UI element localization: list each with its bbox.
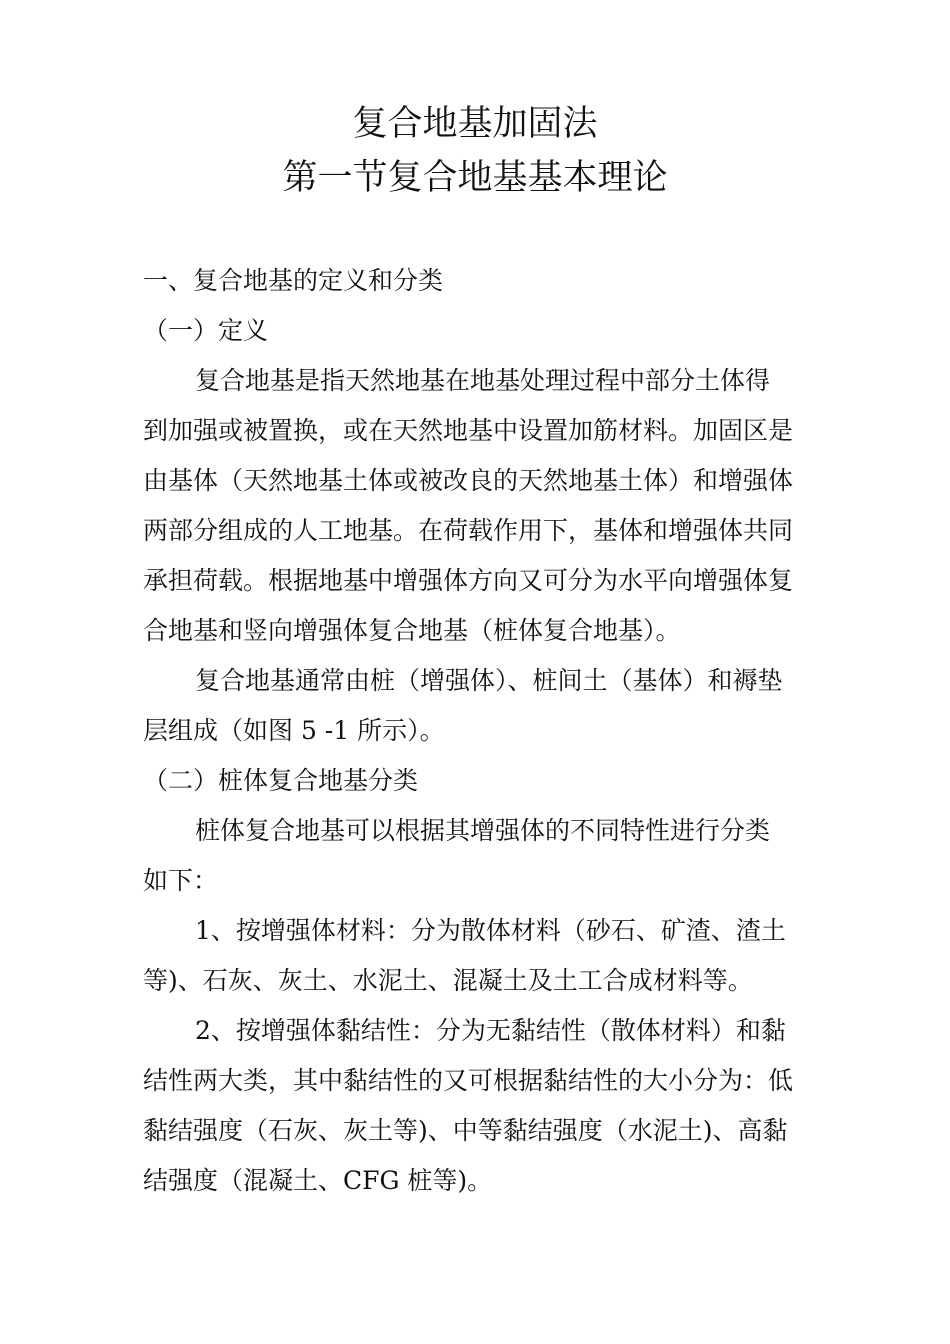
paragraph-line: 两部分组成的人工地基。在荷载作用下，基体和增强体共同 (143, 516, 794, 545)
paragraph-line: 如下： (143, 866, 219, 895)
paragraph-line: 1、按增强体材料：分为散体材料（砂石、矿渣、渣土 (195, 916, 786, 945)
paragraph-line: 等)、石灰、灰土、水泥土、混凝土及土工合成材料等。 (143, 966, 753, 995)
paragraph-line: 2、按增强体黏结性：分为无黏结性（散体材料）和黏 (195, 1016, 786, 1045)
paragraph-line: 合地基和竖向增强体复合地基（桩体复合地基）。 (143, 616, 681, 645)
paragraph-line: 结性两大类，其中黏结性的又可根据黏结性的大小分为：低 (143, 1066, 794, 1095)
paragraph-line: 结强度（混凝土、CFG 桩等)。 (143, 1166, 493, 1195)
paragraph-line: 复合地基是指天然地基在地基处理过程中部分土体得 (195, 366, 771, 395)
paragraph-line: 黏结强度（石灰、灰土等)、中等黏结强度（水泥土)、高黏 (143, 1116, 788, 1145)
paragraph-line: 到加强或被置换，或在天然地基中设置加筋材料。加固区是 (143, 416, 794, 445)
subsection-heading-definition: （一）定义 (143, 316, 269, 345)
document-title: 复合地基加固法 (352, 104, 598, 144)
paragraph-line: 由基体（天然地基土体或被改良的天然地基土体）和增强体 (143, 466, 794, 495)
subsection-heading-classification: （二）桩体复合地基分类 (143, 766, 419, 795)
paragraph-line: 层组成（如图 5 -1 所示）。 (143, 716, 445, 745)
chapter-subtitle: 第一节复合地基基本理论 (282, 158, 668, 198)
paragraph-line: 桩体复合地基可以根据其增强体的不同特性进行分类 (195, 816, 771, 845)
paragraph-line: 复合地基通常由桩（增强体）、桩间土（基体）和褥垫 (195, 666, 783, 695)
paragraph-line: 承担荷载。根据地基中增强体方向又可分为水平向增强体复 (143, 566, 794, 595)
section-heading: 一、复合地基的定义和分类 (143, 266, 444, 295)
